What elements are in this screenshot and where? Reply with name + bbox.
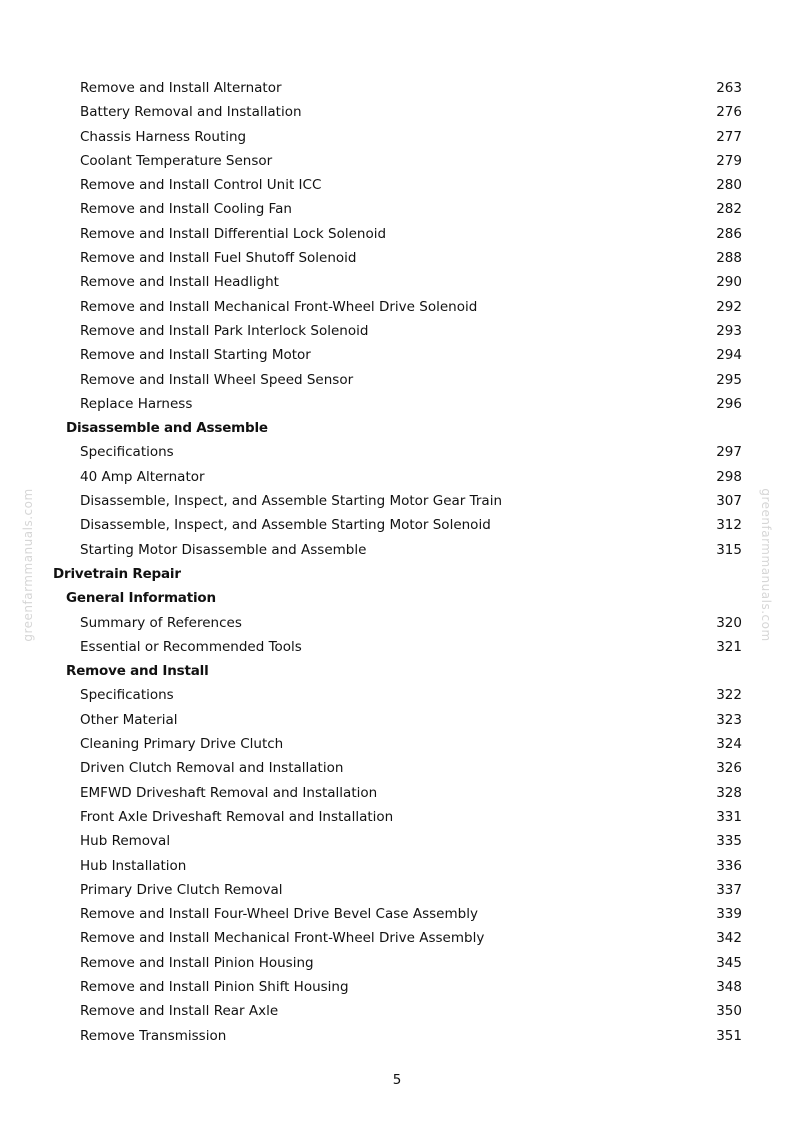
toc-entry[interactable]	[0, 173, 794, 197]
toc-entry-page: 345	[716, 954, 742, 971]
toc-entry-title: Remove and Install Cooling Fan	[80, 201, 292, 218]
toc-entry-page: 328	[716, 784, 742, 801]
toc-entry-title: General Information	[66, 590, 216, 607]
toc-entry-page: 279	[716, 152, 742, 169]
toc-entry-page: 276	[716, 104, 742, 121]
toc-entry-title: Cleaning Primary Drive Clutch	[80, 736, 284, 753]
toc-entry[interactable]	[0, 222, 794, 246]
toc-entry-page: 342	[716, 930, 742, 947]
toc-entry[interactable]	[0, 465, 794, 489]
toc-entry[interactable]	[0, 975, 794, 999]
toc-entry[interactable]	[0, 999, 794, 1023]
toc-entry-page: 350	[716, 1003, 742, 1020]
toc-entry-page: 282	[716, 201, 742, 218]
toc-entry[interactable]	[0, 611, 794, 635]
toc-entry[interactable]	[0, 1024, 794, 1048]
toc-entry[interactable]	[0, 270, 794, 294]
toc-entry-title: Specifications	[80, 444, 174, 461]
toc-entry-page: 295	[716, 371, 742, 388]
toc-entry[interactable]	[0, 368, 794, 392]
toc-entry[interactable]	[0, 829, 794, 853]
toc-entry-title: Remove and Install Control Unit ICC	[80, 177, 322, 194]
toc-section-heading	[0, 562, 794, 586]
toc-entry-page: 324	[716, 736, 742, 753]
table-of-contents	[0, 76, 794, 1048]
toc-entry-title: Hub Removal	[80, 833, 171, 850]
toc-entry-page: 296	[716, 395, 742, 412]
toc-section-heading	[0, 416, 794, 440]
toc-entry-title: Remove and Install Rear Axle	[80, 1003, 279, 1020]
toc-entry-page: 288	[716, 250, 742, 267]
toc-entry-title: Specifications	[80, 687, 174, 704]
toc-entry[interactable]	[0, 683, 794, 707]
toc-entry-title: Remove and Install Alternator	[80, 80, 282, 96]
toc-entry-title: Coolant Temperature Sensor	[80, 152, 273, 169]
toc-entry[interactable]	[0, 125, 794, 149]
toc-entry-page: 322	[716, 687, 742, 704]
toc-entry-title: Remove and Install Differential Lock Solenoid	[80, 225, 387, 242]
toc-entry-title: Replace Harness	[80, 395, 193, 412]
toc-entry-title: Remove and Install Wheel Speed Sensor	[80, 371, 354, 388]
toc-entry[interactable]	[0, 781, 794, 805]
toc-entry-title: Disassemble, Inspect, and Assemble Starting Motor Solenoid	[80, 517, 491, 534]
toc-entry-page: 331	[716, 808, 742, 825]
toc-entry[interactable]	[0, 197, 794, 221]
toc-entry-page: 263	[716, 80, 742, 96]
toc-entry-title: Driven Clutch Removal and Installation	[80, 760, 344, 777]
toc-entry[interactable]	[0, 805, 794, 829]
toc-entry-page: 280	[716, 177, 742, 194]
toc-entry-title: Remove and Install	[66, 663, 209, 680]
toc-entry-page: 321	[716, 638, 742, 655]
toc-entry-page: 323	[716, 711, 742, 728]
toc-entry[interactable]	[0, 878, 794, 902]
toc-entry-title: Remove and Install Headlight	[80, 274, 279, 291]
toc-entry-title: Disassemble and Assemble	[66, 420, 268, 437]
toc-entry-page: 297	[716, 444, 742, 461]
toc-entry[interactable]	[0, 951, 794, 975]
toc-entry-page: 286	[716, 225, 742, 242]
toc-entry[interactable]	[0, 708, 794, 732]
toc-entry[interactable]	[0, 100, 794, 124]
toc-entry-title: Remove and Install Four-Wheel Drive Bevel Case Assembly	[80, 906, 478, 923]
toc-entry[interactable]	[0, 246, 794, 270]
toc-entry-page: 298	[716, 468, 742, 485]
toc-entry-title: Hub Installation	[80, 857, 187, 874]
toc-entry-title: Remove and Install Mechanical Front-Wheel Drive Solenoid	[80, 298, 478, 315]
toc-entry-page: 292	[716, 298, 742, 315]
toc-entry-title: Remove Transmission	[80, 1027, 227, 1044]
toc-entry-page: 307	[716, 493, 742, 510]
toc-section-heading	[0, 586, 794, 610]
toc-entry-page: 277	[716, 128, 742, 145]
toc-entry-title: Starting Motor Disassemble and Assemble	[80, 541, 367, 558]
toc-entry-title: Battery Removal and Installation	[80, 104, 302, 121]
toc-entry-title: Front Axle Driveshaft Removal and Installation	[80, 808, 394, 825]
toc-entry-title: Primary Drive Clutch Removal	[80, 881, 283, 898]
toc-entry-page: 335	[716, 833, 742, 850]
page-number: 5	[392, 1072, 402, 1088]
toc-entry-page: 326	[716, 760, 742, 777]
toc-entry-page: 336	[716, 857, 742, 874]
toc-entry[interactable]	[0, 854, 794, 878]
toc-entry[interactable]	[0, 295, 794, 319]
toc-entry[interactable]	[0, 489, 794, 513]
toc-entry-title: Other Material	[80, 711, 178, 728]
toc-entry-title: Remove and Install Park Interlock Solenoid	[80, 322, 369, 339]
toc-entry-title: 40 Amp Alternator	[80, 468, 205, 485]
toc-entry[interactable]	[0, 440, 794, 464]
toc-entry-page: 337	[716, 881, 742, 898]
toc-entry-title: Summary of References	[80, 614, 242, 631]
toc-entry-page: 315	[716, 541, 742, 558]
toc-entry-page: 348	[716, 978, 742, 995]
toc-entry-page: 351	[716, 1027, 742, 1044]
toc-entry[interactable]	[0, 76, 794, 100]
toc-entry[interactable]	[0, 902, 794, 926]
toc-entry[interactable]	[0, 635, 794, 659]
toc-entry[interactable]	[0, 343, 794, 367]
watermark-right: greenfarmmanuals.com	[759, 488, 773, 642]
toc-entry[interactable]	[0, 319, 794, 343]
toc-entry-title: Disassemble, Inspect, and Assemble Starting Motor Gear Train	[80, 493, 503, 510]
toc-entry-page: 312	[716, 517, 742, 534]
toc-entry-page: 320	[716, 614, 742, 631]
toc-entry[interactable]	[0, 926, 794, 950]
toc-entry[interactable]	[0, 756, 794, 780]
toc-entry-title: Remove and Install Starting Motor	[80, 347, 311, 364]
watermark-left: greenfarmmanuals.com	[21, 488, 35, 642]
toc-entry-title: Essential or Recommended Tools	[80, 638, 302, 655]
toc-entry-title: Remove and Install Mechanical Front-Wheel Drive Assembly	[80, 930, 485, 947]
toc-entry-title: Remove and Install Pinion Housing	[80, 954, 314, 971]
toc-entry-page: 294	[716, 347, 742, 364]
toc-entry-page: 293	[716, 322, 742, 339]
toc-entry[interactable]	[0, 513, 794, 537]
toc-entry[interactable]	[0, 149, 794, 173]
toc-entry-title: Drivetrain Repair	[53, 565, 181, 582]
toc-entry-page: 339	[716, 906, 742, 923]
toc-section-heading	[0, 659, 794, 683]
toc-entry-page: 290	[716, 274, 742, 291]
toc-entry[interactable]	[0, 732, 794, 756]
toc-entry[interactable]	[0, 392, 794, 416]
toc-entry-title: Chassis Harness Routing	[80, 128, 247, 145]
toc-entry-title: Remove and Install Pinion Shift Housing	[80, 978, 349, 995]
toc-entry-title: EMFWD Driveshaft Removal and Installation	[80, 784, 378, 801]
toc-entry-title: Remove and Install Fuel Shutoff Solenoid	[80, 250, 357, 267]
toc-entry[interactable]	[0, 538, 794, 562]
